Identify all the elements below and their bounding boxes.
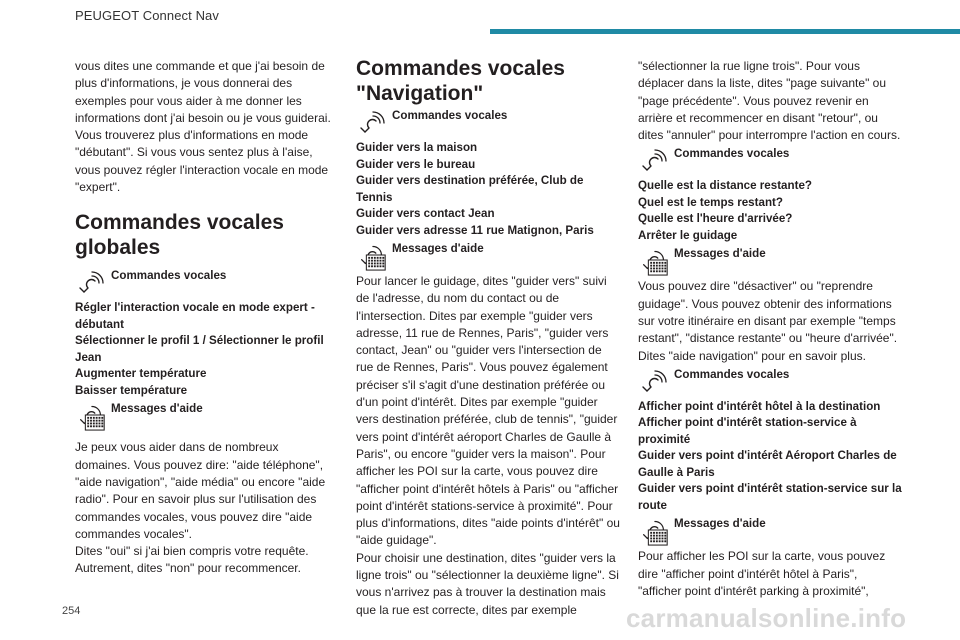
voice-commands-block [356,106,622,140]
help-messages-block [638,244,904,278]
voice-commands-label: Commandes vocales [111,269,227,283]
voice-command-icon [638,144,670,176]
column-3 [638,58,904,600]
help-message-icon [75,399,107,431]
help-messages-text: Pour afficher les POI sur la carte, vous pouvez dire "afficher point d'intérêt hôtel à Paris", "afficher point d'intérêt parking à proximité", [638,549,886,599]
help-messages-block [638,514,904,548]
running-header: PEUGEOT Connect Nav [75,8,219,23]
voice-command-icon [75,266,107,298]
column-1 [75,58,337,578]
help-message-icon [356,239,388,271]
voice-commands-block [638,365,904,399]
continued-paragraph: "sélectionner la rue ligne trois". Pour vous déplacer dans la liste, dites "page suivante" ou "page précédente". Vous pouvez revenir en arrière et recommencer en disant "retour", ou dites "annuler" pour interrompre l'action en cours. [638,59,901,143]
voice-commands-label: Commandes vocales [674,367,790,381]
column-2 [356,56,622,619]
voice-commands-list: Régler l'interaction vocale en mode expert - débutant Sélectionner le profil 1 / Sélectionner le profil Jean Augmenter température Baisser température [75,301,324,397]
help-messages-text: Je peux vous aider dans de nombreux domaines. Vous pouvez dire: "aide téléphone", "aide navigation", "aide média" ou encore "aide radio". Pour en savoir plus sur l'utilisation des commandes vocales, vous pouvez dire "aide commandes vocales". Dites "oui" si j'ai bien compris votre requête. Autrement, dites "non" pour recommencer. [75,440,326,576]
help-messages-label: Messages d'aide [674,247,766,261]
voice-commands-block [638,144,904,178]
help-messages-text: Pour lancer le guidage, dites "guider vers" suivi de l'adresse, du nom du contact ou de l'intersection. Dites par exemple "guider vers adresse, 11 rue de Rennes, Paris", "guider vers contact, Jean" ou "guider vers l'intersection de rue de Rennes, Paris". Vous pouvez également préciser s'il s'agit d'une destination préférée ou d'un point d'intérêt. Dites par exemple "guider vers destination préférée, club de tennis", "guider vers point d'intérêt aéroport Charles de Gaulle à Paris", ou encore "guider vers la maison". Pour afficher les POI sur la carte, vous pouvez dire "afficher point d'intérêt hôtels à Paris" ou "afficher point d'intérêt stations-service à proximité". Pour plus d'informations, dites "aide points d'intérêt" ou "aide guidage". Pour choisir une destination, dites "guider vers la ligne trois" ou "sélectionner la deuxième ligne". Si vous n'arrivez pas à trouver la destination mais que la rue est correcte, dites par exemple [356,274,620,617]
help-messages-label: Messages d'aide [392,242,484,255]
voice-command-icon [638,365,670,397]
voice-commands-list: Quelle est la distance restante? Quel est le temps restant? Quelle est l'heure d'arrivée? Arrêter le guidage [638,179,812,242]
help-messages-text: Vous pouvez dire "désactiver" ou "reprendre guidage". Vous pouvez obtenir des informations sur votre itinéraire en disant par exemple "temps restant", "distance restante" ou "heure d'arrivée". Dites "aide navigation" pour en savoir plus. [638,279,898,363]
section-heading-navigation: Commandes vocales "Navigation" [356,57,565,105]
page-number: 254 [62,605,81,617]
help-messages-label: Messages d'aide [111,402,203,416]
help-messages-block [75,399,337,433]
voice-commands-list: Afficher point d'intérêt hôtel à la destination Afficher point d'intérêt station-service à proximité Guider vers point d'intérêt Aéroport Charles de Gaulle à Paris Guider vers point d'intérêt station-service sur la route [638,399,902,512]
help-messages-label: Messages d'aide [674,517,766,531]
voice-commands-block [75,266,337,300]
help-messages-block [356,239,622,273]
voice-command-icon [356,106,388,138]
help-message-icon [638,514,670,546]
section-heading-global: Commandes vocales globales [75,211,284,260]
header-accent-bar [490,29,960,34]
intro-paragraph: vous dites une commande et que j'ai besoin de plus d'informations, je vous donnerai des exemples pour vous aider à me donner les informations dont j'ai besoin ou je vous guiderai. Vous trouverez plus d'informations en mode "débutant". Si vous vous sentez plus à l'aise, vous pouvez régler l'interaction vocale en mode "expert". [75,59,331,195]
voice-commands-label: Commandes vocales [392,109,508,122]
help-message-icon [638,244,670,276]
watermark: carmanualsonline.info [626,603,907,633]
voice-commands-label: Commandes vocales [674,147,790,161]
voice-commands-list: Guider vers la maison Guider vers le bureau Guider vers destination préférée, Club de Tennis Guider vers contact Jean Guider vers adresse 11 rue Matignon, Paris [356,141,594,237]
